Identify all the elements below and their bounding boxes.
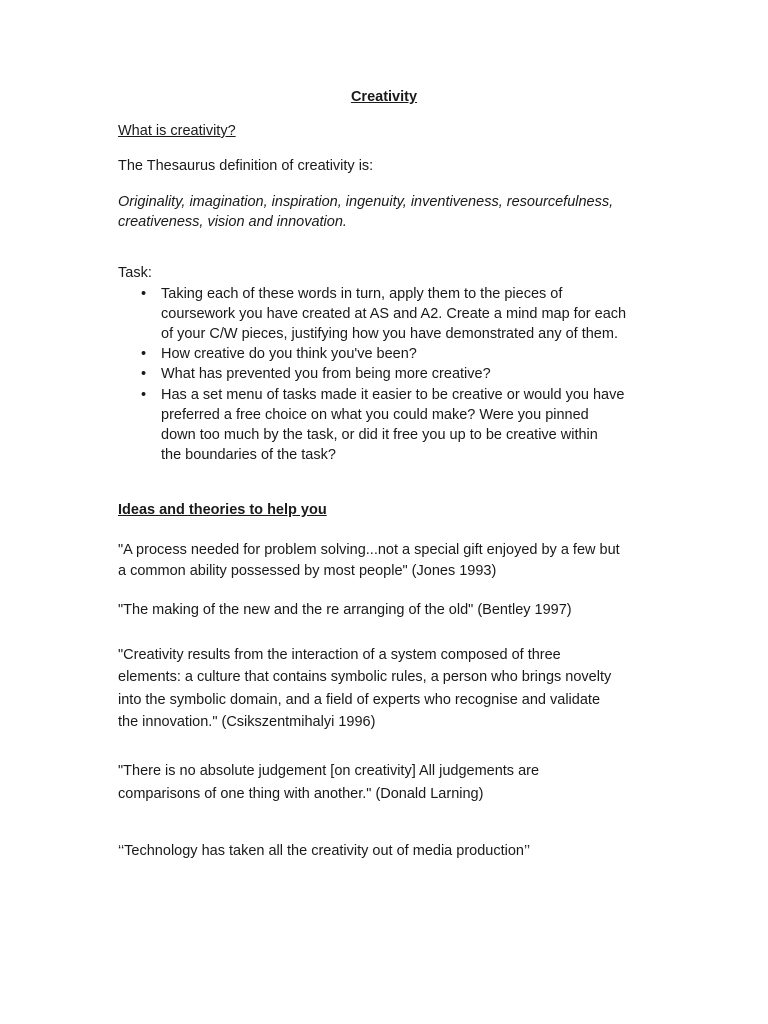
quote-line: "There is no absolute judgement [on creativity] All judgements are (118, 763, 540, 779)
bullet-line: How creative do you think you've been? (161, 346, 417, 362)
bullet-marker: • (141, 387, 147, 403)
thesaurus-intro: The Thesaurus definition of creativity is: (118, 158, 374, 174)
task-label: Task: (118, 265, 152, 281)
quote-line: a common ability possessed by most people" (Jones 1993) (118, 563, 497, 579)
definition-line: Originality, imagination, inspiration, ingenuity, inventiveness, resourcefulness, (118, 194, 614, 210)
quote-line: ‘‘Technology has taken all the creativity out of media production’’ (118, 843, 531, 859)
quote-line: into the symbolic domain, and a field of experts who recognise and validate (118, 692, 601, 708)
quote-line: "A process needed for problem solving...not a special gift enjoyed by a few but (118, 542, 620, 558)
bullet-line: What has prevented you from being more creative? (161, 366, 491, 382)
bullet-line: of your C/W pieces, justifying how you have demonstrated any of them. (161, 326, 618, 342)
bullet-marker: • (141, 366, 147, 382)
bullet-line: coursework you have created at AS and A2. Create a mind map for each (161, 306, 627, 322)
bullet-line: down too much by the task, or did it free you up to be creative within (161, 427, 598, 443)
quote-line: the innovation." (Csikszentmihalyi 1996) (118, 714, 376, 730)
quote-line: "Creativity results from the interaction of a system composed of three (118, 647, 561, 663)
page-title: Creativity (350, 89, 418, 105)
bullet-line: the boundaries of the task? (161, 447, 336, 463)
definition-line: creativeness, vision and innovation. (118, 214, 347, 230)
bullet-marker: • (141, 286, 147, 302)
quote-line: comparisons of one thing with another." (Donald Larning) (118, 786, 484, 802)
bullet-line: Taking each of these words in turn, apply them to the pieces of (161, 286, 563, 302)
ideas-heading: Ideas and theories to help you (118, 502, 327, 518)
question-heading: What is creativity? (118, 123, 236, 139)
bullet-marker: • (141, 346, 147, 362)
quote-line: elements: a culture that contains symbolic rules, a person who brings novelty (118, 669, 612, 685)
bullet-line: Has a set menu of tasks made it easier to be creative or would you have (161, 387, 625, 403)
bullet-line: preferred a free choice on what you could make? Were you pinned (161, 407, 589, 423)
quote-line: "The making of the new and the re arranging of the old" (Bentley 1997) (118, 602, 572, 618)
